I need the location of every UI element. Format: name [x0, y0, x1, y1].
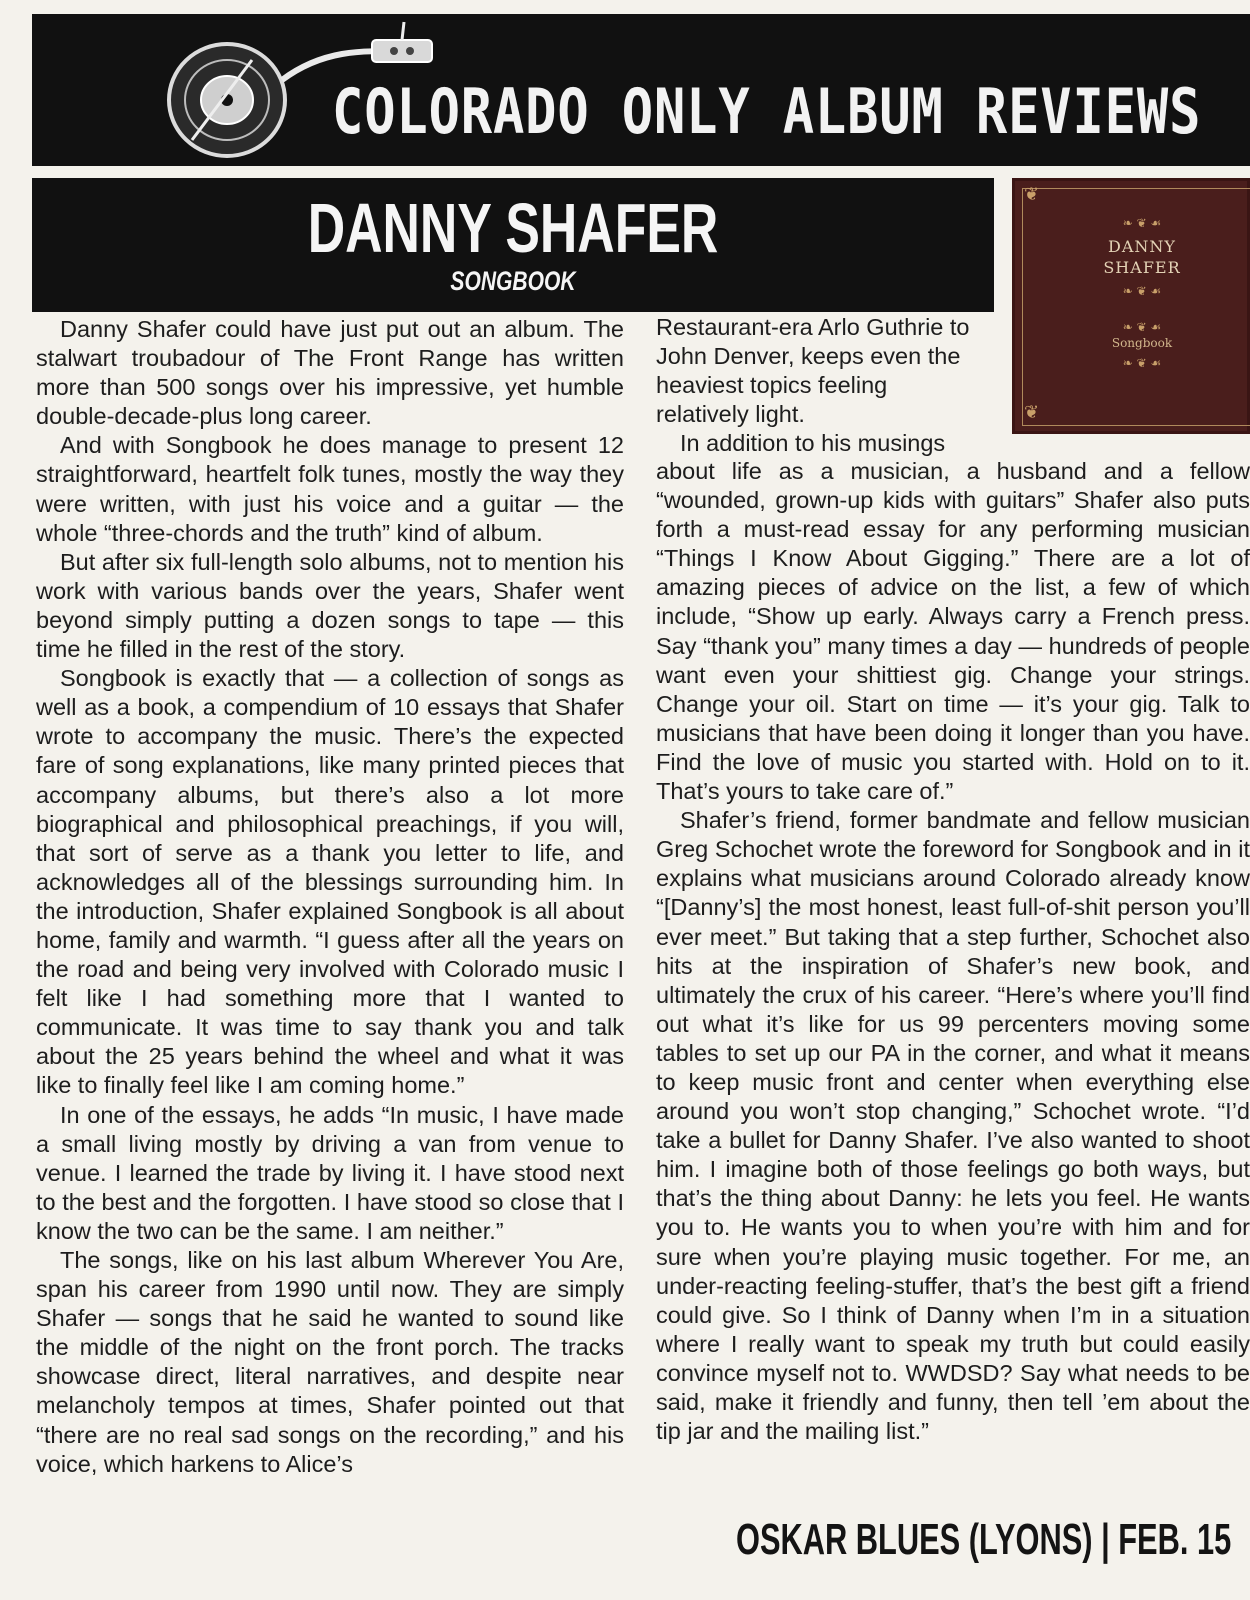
flourish-icon: ❧ ❦ ☙: [1122, 356, 1162, 370]
paragraph: about life as a musician, a husband and a fellow “wounded, grown-up kids with guitars” Shafer also puts forth a must-read essay for any performing musician “Things I Know About Gigging.” There are a lot of amazing pieces of advice on the list, a few of which include, “Show up early. Always carry a French press. Say “thank you” many times a day — hundreds of people want even your shittiest gig. Change your strings. Change your oil. Start on time — it’s your gig. Talk to musicians that have been doing it longer than you have. Find the love of music you started with. Hold on to it. That’s yours to take care of.”: [656, 458, 1250, 805]
album-title: SONGBOOK: [450, 266, 576, 296]
flourish-icon: ❧ ❦ ☙: [1122, 320, 1162, 334]
paragraph: In addition to his musings: [680, 430, 946, 457]
paragraph: Danny Shafer could have just put out an album. The stalwart troubadour of The Front Range has written more than 500 songs over his impressive, yet humble double-decade-plus long career.: [36, 316, 624, 430]
article-column-right-top: [656, 313, 971, 458]
paragraph: The songs, like on his last album Wherever You Are, span his career from 1990 until now. They are simply Shafer — songs that he said he wanted to sound like the middle of the night on the front porch. The tracks showcase direct, literal narratives, and despite near melancholy tempos at times, Shafer pointed out that “there are no real sad songs on the recording,” and his voice, which harkens to Alice’s: [36, 1247, 624, 1477]
flourish-icon: ❧ ❦ ☙: [1122, 284, 1162, 298]
cover-artist: DANNY SHAFER: [1103, 237, 1181, 277]
paragraph: Songbook is exactly that — a collection of songs as well as a book, a compendium of 10 essays that Shafer wrote to accompany the music. There’s the expected fare of song explanations, like many printed pieces that accompany albums, but there’s also a lot more biographical and philosophical preachings, if you will, that sort of serve as a thank you letter to life, and acknowledges all of the blessings surrounding him. In the introduction, Shafer explained Songbook is all about home, family and warmth. “I guess after all the years on the road and being very involved with Colorado music I felt like I had something more that I wanted to communicate. It was time to say thank you and talk about the 25 years behind the wheel and what it was like to finally feel like I am coming home.”: [36, 665, 624, 1099]
artist-name: DANNY SHAFER: [307, 189, 719, 267]
ornament-icon: ❦: [1024, 184, 1040, 205]
show-info: OSKAR BLUES (LYONS) | FEB. 15: [736, 1515, 1232, 1564]
paragraph: And with Songbook he does manage to present 12 straightforward, heartfelt folk tunes, mostly the way they were written, with just his voice and a guitar — the whole “three-chords and the truth” kind of album.: [36, 432, 624, 546]
paragraph: Restaurant-era Arlo Guthrie to John Denver, keeps even the heaviest topics feeling relatively light.: [656, 314, 970, 428]
album-cover-image: [1012, 178, 1250, 434]
ornament-icon: ❦: [1024, 402, 1040, 423]
banner-title: COLORADO ONLY ALBUM REVIEWS: [332, 75, 1202, 148]
article-column-left: [36, 315, 624, 1479]
flourish-icon: ❧ ❦ ☙: [1122, 216, 1162, 230]
header-banner: [32, 14, 1250, 166]
cover-subtitle: Songbook: [1111, 336, 1173, 350]
article-column-right: [656, 457, 1250, 1517]
paragraph: But after six full-length solo albums, not to mention his work with various bands over the years, Shafer went beyond simply putting a dozen songs to tape — this time he filled in the rest of the story.: [36, 548, 624, 663]
paragraph: In one of the essays, he adds “In music, I have made a small living mostly by driving a van from venue to venue. I learned the trade by living it. I have stood next to the best and the forgotten. I have stood so close that I know the two can be the same. I am neither.”: [36, 1101, 624, 1244]
review-header: [32, 178, 994, 312]
paragraph: Shafer’s friend, former bandmate and fellow musician Greg Schochet wrote the foreword for Songbook and in it explains what musicians around Colorado already know “[Danny’s] the most honest, least full-of-shit person you’ll ever meet.” But taking that a step further, Schochet also hits at the inspiration of Shafer’s new book, and ultimately the crux of his career. “Here’s where you’ll find out what it’s like for us 99 percenters moving some tables to set up our PA in the corner, and what it means to keep music front and center when everything else around you won’t stop changing,” Schochet wrote. “I’d take a bullet for Danny Shafer. I’ve also wanted to shoot him. I imagine both of those feelings go both ways, but that’s the thing about Danny: he lets you feel. He wants you to. He wants you to when you’re with him and for sure when you’re playing music together. For me, an under-reacting feeling-stuffer, that’s the best gift a friend could give. So I think of Danny when I’m in a situation where I really want to speak my truth but could easily convince myself not to. WWDSD? Say what needs to be said, make it friendly and funny, then tell ’em about the tip jar and the mailing list.”: [656, 807, 1250, 1445]
